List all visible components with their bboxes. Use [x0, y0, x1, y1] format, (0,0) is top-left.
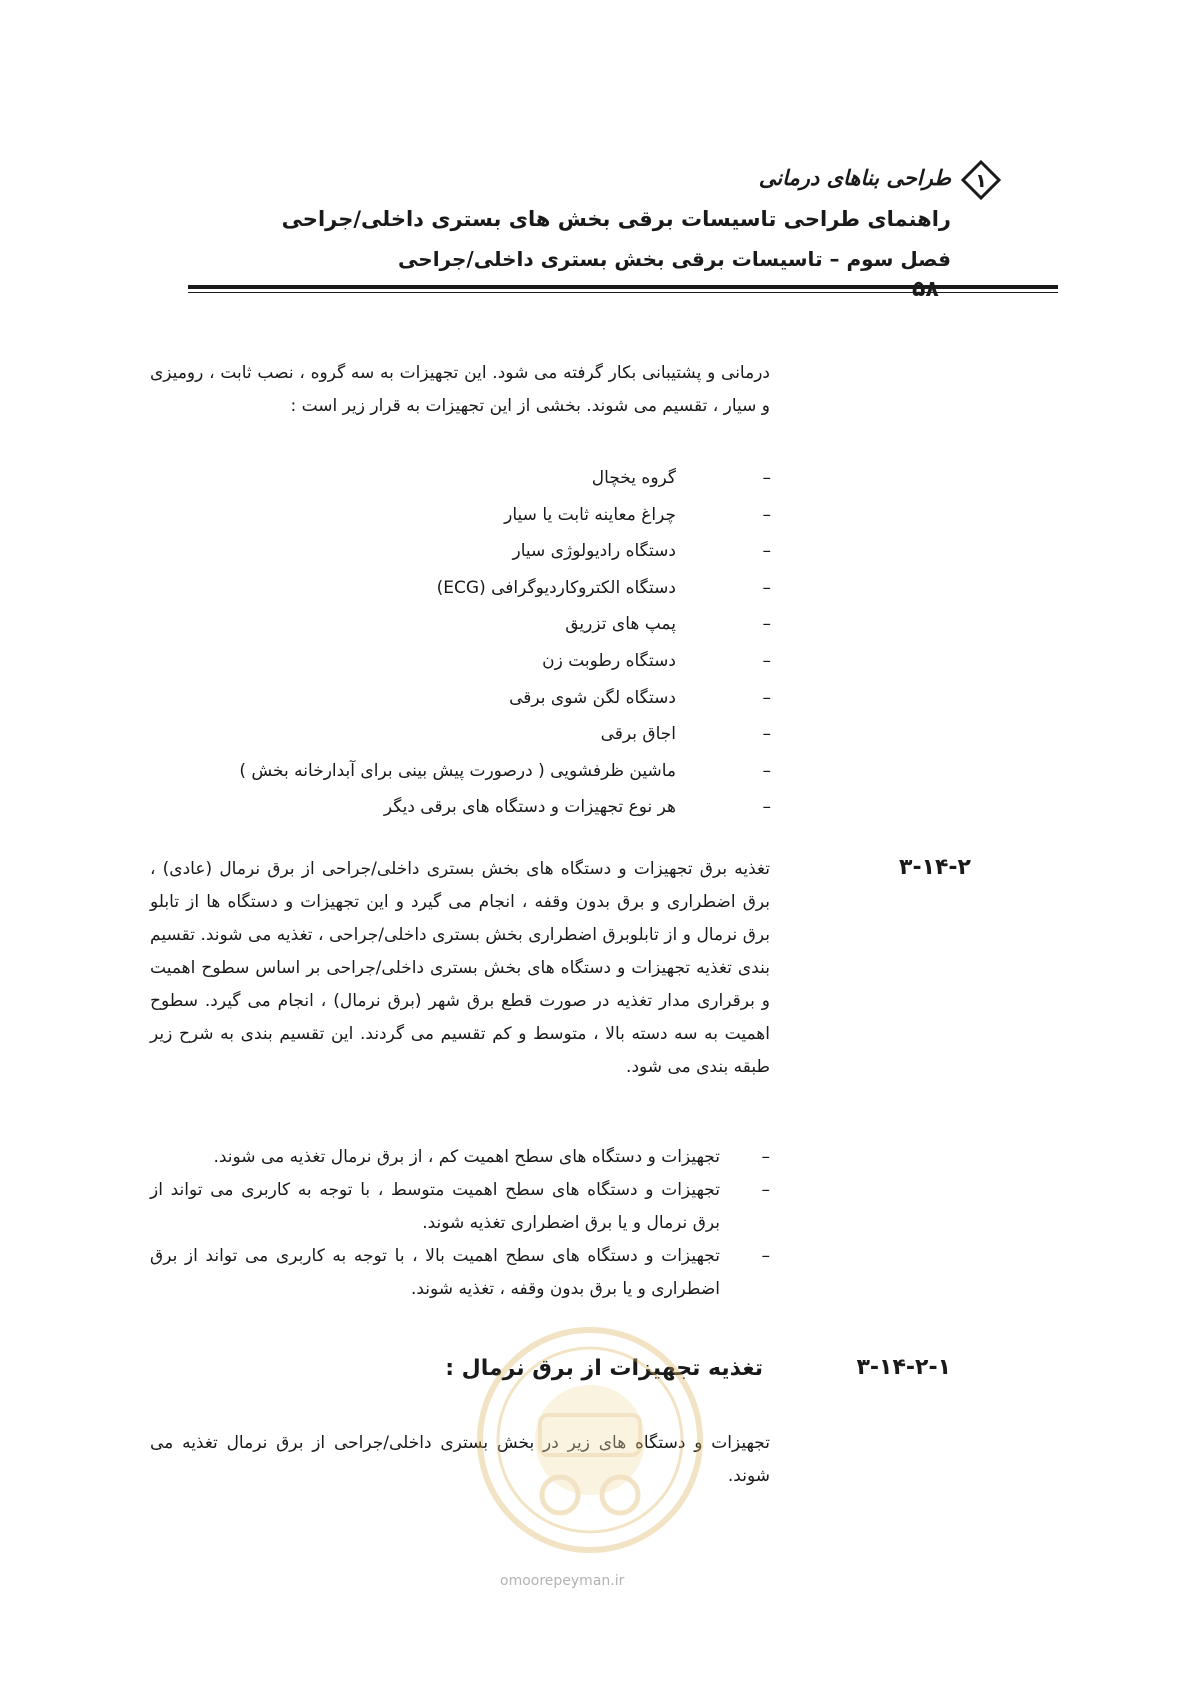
list-dash: –: [762, 687, 771, 708]
list-item: [251, 606, 771, 643]
list-item: [239, 753, 771, 790]
list-item-text: هر نوع تجهیزات و دستگاه های برقی دیگر: [383, 797, 676, 818]
series-title: طراحی بناهای درمانی: [758, 166, 951, 190]
list-item: [251, 533, 771, 570]
list-dash: –: [761, 1147, 770, 1167]
list-item: [251, 497, 771, 534]
list-dash: –: [762, 541, 771, 562]
list-item-text: دستگاه الکتروکاردیوگرافی (ECG): [436, 577, 676, 598]
list-item: [251, 680, 771, 717]
list-item: [150, 1240, 770, 1306]
list-dash: –: [762, 797, 771, 818]
list-item-text: دستگاه رطوبت زن: [542, 650, 676, 671]
list-item-text: دستگاه رادیولوژی سیار: [512, 541, 676, 562]
list-item: [251, 789, 771, 826]
list-item-text: تجهیزات و دستگاه های سطح اهمیت متوسط ، با توجه به کاربری می تواند از برق نرمال و یا برق اضطراری تغذیه شوند.: [150, 1180, 720, 1233]
list-item-text: تجهیزات و دستگاه های سطح اهمیت بالا ، با توجه به کاربری می تواند از برق اضطراری و یا برق بدون وقفه ، تغذیه شوند.: [150, 1246, 720, 1299]
intro-paragraph: درمانی و پشتیبانی بکار گرفته می شود. این تجهیزات به سه گروه ، نصب ثابت ، رومیزی و سیار ، تقسیم می شوند. بخشی از این تجهیزات به قرار زیر است :: [150, 363, 770, 416]
list-item-text: ماشین ظرفشویی ( درصورت پیش بینی برای آبدارخانه بخش ): [239, 760, 676, 781]
watermark-site: omoorepeyman.ir: [500, 1573, 625, 1589]
chapter-title: فصل سوم – تاسیسات برقی بخش بستری داخلی/جراحی: [398, 247, 951, 271]
page-number: ۵۸: [912, 277, 939, 302]
list-item: [251, 643, 771, 680]
list-dash: –: [761, 1246, 770, 1266]
importance-level-list: [150, 1141, 770, 1306]
list-dash: –: [762, 577, 771, 598]
watermark-seal-icon: [470, 1320, 710, 1560]
list-dash: –: [761, 1180, 770, 1200]
list-item-text: دستگاه لگن شوی برقی: [509, 687, 676, 708]
series-number: ۱: [975, 170, 987, 192]
list-dash: –: [762, 650, 771, 671]
list-item: [251, 716, 771, 753]
section-paragraph: تغذیه برق تجهیزات و دستگاه های بخش بستری داخلی/جراحی از برق نرمال (عادی) ، برق اضطراری و برق بدون وقفه ، انجام می گیرد و این تجهیزات و دستگاه ها از تابلو برق نرمال و از تابلوبرق اضطراری بخش بستری داخلی/جراحی ، تغذیه می شوند. تقسیم بندی تغذیه تجهیزات و دستگاه های بخش بستری داخلی/جراحی بر اساس سطوح اهمیت و برقراری مدار تغذیه در صورت قطع برق شهر (برق نرمال) ، انجام می گیرد. سطوح اهمیت به سه دسته بالا ، متوسط و کم تقسیم می گردند. این تقسیم بندی به شرح زیر طبقه بندی می شود.: [150, 859, 770, 1077]
list-item: [251, 570, 771, 607]
subsection-number: ۳-۱۴-۲-۱: [856, 1355, 951, 1380]
list-dash: –: [762, 468, 771, 488]
list-item: [150, 1141, 770, 1174]
subsection-title: تغذیه تجهیزات از برق نرمال :: [445, 1356, 763, 1381]
list-item-text: تجهیزات و دستگاه های سطح اهمیت کم ، از برق نرمال تغذیه می شوند.: [213, 1147, 720, 1167]
list-item-text: اجاق برقی: [600, 724, 676, 745]
guide-title: راهنمای طراحی تاسیسات برقی بخش های بستری داخلی/جراحی: [281, 207, 951, 231]
equipment-list: [239, 460, 771, 826]
series-number-badge: [961, 160, 1001, 200]
list-item: [150, 1174, 770, 1240]
list-item: [251, 460, 771, 497]
list-dash: –: [762, 760, 771, 781]
section-number: ۳-۱۴-۲: [899, 855, 971, 880]
list-item-text: پمپ های تزریق: [565, 614, 676, 635]
list-dash: –: [762, 724, 771, 745]
subsection-paragraph: تجهیزات و دستگاه های زیر در بخش بستری داخلی/جراحی از برق نرمال تغذیه می شوند.: [150, 1433, 770, 1486]
list-item-text: چراغ معاینه ثابت یا سیار: [504, 504, 676, 525]
list-dash: –: [762, 614, 771, 635]
list-dash: –: [762, 504, 771, 525]
list-item-text: گروه یخچال: [591, 468, 676, 488]
